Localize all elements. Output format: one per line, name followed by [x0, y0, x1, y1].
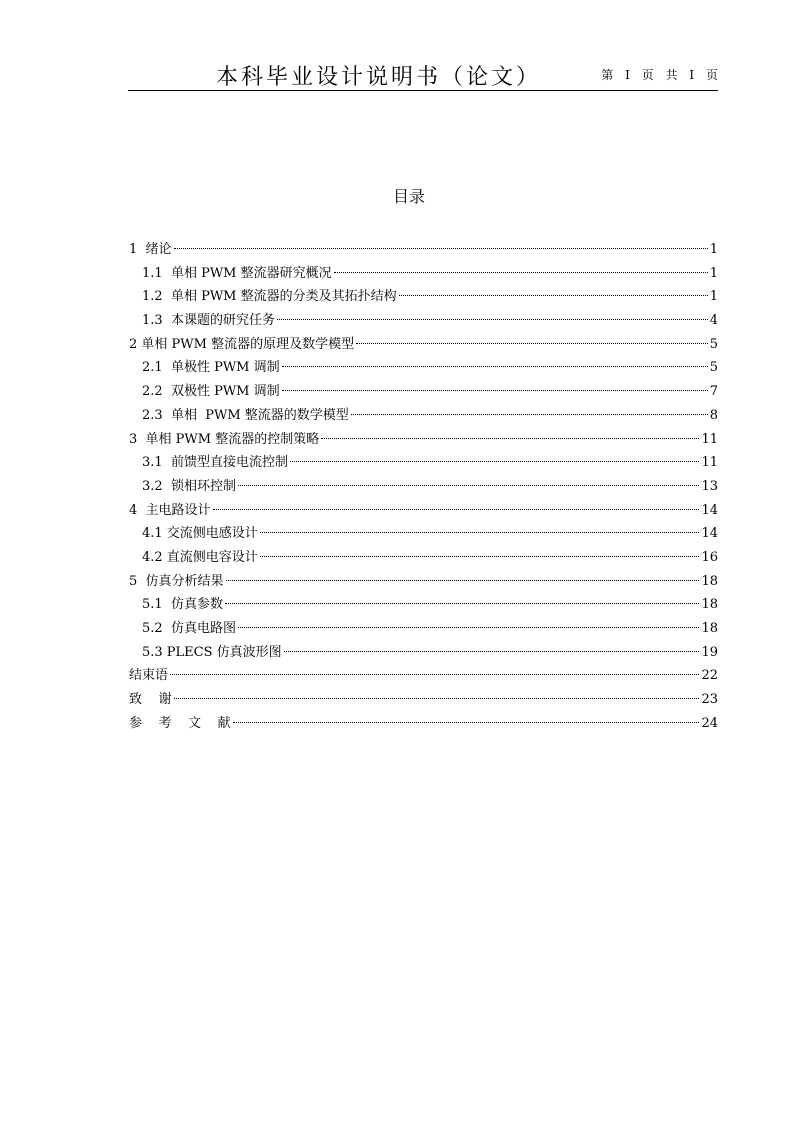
total-word: 共	[665, 68, 678, 82]
toc-entry-label: 5.3 PLECS 仿真波形图	[142, 644, 282, 660]
toc-leader-dots	[399, 295, 708, 296]
toc-entry[interactable]	[129, 666, 718, 690]
toc-entry[interactable]	[129, 335, 718, 359]
toc-entry-label: 4.1 交流侧电感设计	[142, 526, 258, 542]
toc-entry-page: 19	[701, 644, 718, 660]
toc-entry-page: 22	[701, 668, 718, 684]
toc-leader-dots	[282, 390, 708, 391]
toc-entry-label: 1.2 单相 PWM 整流器的分类及其拓扑结构	[142, 289, 397, 305]
toc-entry-page: 5	[709, 360, 718, 376]
toc-leader-dots	[351, 414, 708, 415]
toc-entry[interactable]	[129, 548, 718, 572]
toc-entry-page: 14	[701, 526, 718, 542]
toc-leader-dots	[233, 722, 700, 723]
page-word-suffix: 页	[641, 68, 654, 82]
toc-entry-page: 23	[701, 692, 718, 708]
toc-entry[interactable]	[129, 643, 718, 667]
toc-entry[interactable]	[129, 453, 718, 477]
toc-leader-dots	[238, 485, 700, 486]
toc-leader-dots	[282, 366, 708, 367]
toc-leader-dots	[170, 674, 699, 675]
page-header	[128, 56, 718, 91]
toc-entry-label: 5 仿真分析结果	[129, 573, 224, 589]
toc-entry-page: 16	[701, 549, 718, 565]
total-pages: I	[689, 68, 695, 82]
toc-entry-label: 参 考 文 献	[129, 715, 231, 731]
toc-entry-label: 1 绪论	[129, 242, 172, 257]
toc-entry-label: 5.1 仿真参数	[142, 597, 223, 613]
toc-leader-dots	[238, 627, 700, 628]
toc-entry-label: 2.2 双极性 PWM 调制	[142, 384, 280, 400]
toc-entry[interactable]	[129, 406, 718, 430]
toc-entry[interactable]	[129, 382, 718, 406]
table-of-contents	[129, 240, 718, 737]
toc-entry[interactable]	[129, 264, 718, 288]
toc-entry-page: 7	[709, 384, 718, 400]
toc-leader-dots	[226, 580, 700, 581]
toc-entry-page: 1	[709, 289, 718, 305]
toc-entry-page: 4	[709, 313, 718, 329]
toc-entry-page: 14	[701, 502, 718, 518]
toc-entry-label: 4.2 直流侧电容设计	[142, 549, 258, 565]
toc-leader-dots	[260, 532, 700, 533]
toc-entry-page: 18	[701, 621, 718, 636]
toc-entry-label: 3 单相 PWM 整流器的控制策略	[129, 431, 320, 447]
toc-entry[interactable]	[129, 501, 718, 525]
toc-entry[interactable]	[129, 240, 718, 264]
toc-entry[interactable]	[129, 311, 718, 335]
toc-entry[interactable]	[129, 595, 718, 619]
page-word: 第	[601, 68, 614, 82]
toc-leader-dots	[225, 603, 700, 604]
toc-entry[interactable]	[129, 714, 718, 738]
toc-entry-page: 8	[709, 407, 718, 423]
toc-entry[interactable]	[129, 287, 718, 311]
page-number: I	[625, 68, 630, 82]
toc-entry[interactable]	[129, 524, 718, 548]
toc-entry-page: 13	[701, 478, 718, 494]
toc-entry[interactable]	[129, 619, 718, 643]
toc-entry-label: 3.1 前馈型直接电流控制	[142, 455, 288, 471]
toc-entry-label: 5.2 仿真电路图	[142, 621, 236, 636]
toc-leader-dots	[334, 272, 708, 273]
toc-leader-dots	[356, 343, 708, 344]
toc-entry-label: 致 谢	[129, 692, 172, 708]
toc-leader-dots	[277, 319, 708, 320]
toc-leader-dots	[174, 698, 700, 699]
toc-leader-dots	[260, 556, 700, 557]
toc-heading: 目录	[392, 187, 425, 206]
toc-entry-page: 1	[709, 242, 718, 257]
toc-leader-dots	[213, 509, 700, 510]
toc-entry-page: 18	[701, 573, 718, 589]
document-title: 本科毕业设计说明书（论文）	[216, 65, 542, 90]
toc-leader-dots	[321, 438, 699, 439]
toc-entry[interactable]	[129, 572, 718, 596]
toc-entry-label: 结束语	[129, 668, 169, 684]
toc-entry-label: 4 主电路设计	[129, 502, 211, 518]
toc-leader-dots	[284, 651, 700, 652]
toc-entry-label: 2.3 单相 PWM 整流器的数学模型	[142, 407, 349, 423]
toc-entry-label: 3.2 锁相环控制	[142, 478, 236, 494]
toc-entry-page: 5	[709, 336, 718, 352]
toc-entry[interactable]	[129, 690, 718, 714]
total-word-suffix: 页	[705, 68, 718, 82]
toc-entry[interactable]	[129, 477, 718, 501]
page-indicator	[593, 66, 718, 83]
toc-entry-page: 1	[709, 265, 718, 281]
toc-entry-page: 11	[701, 431, 718, 447]
toc-entry-page: 18	[701, 597, 718, 613]
toc-entry-label: 2 单相 PWM 整流器的原理及数学模型	[129, 336, 355, 352]
toc-entry-page: 24	[701, 715, 718, 731]
toc-leader-dots	[290, 461, 700, 462]
toc-leader-dots	[174, 248, 708, 249]
toc-entry-label: 2.1 单极性 PWM 调制	[142, 360, 280, 376]
toc-entry-label: 1.1 单相 PWM 整流器研究概况	[142, 265, 332, 281]
toc-entry-label: 1.3 本课题的研究任务	[142, 313, 275, 329]
toc-entry-page: 11	[701, 455, 718, 471]
toc-entry[interactable]	[129, 358, 718, 382]
toc-entry[interactable]	[129, 430, 718, 454]
